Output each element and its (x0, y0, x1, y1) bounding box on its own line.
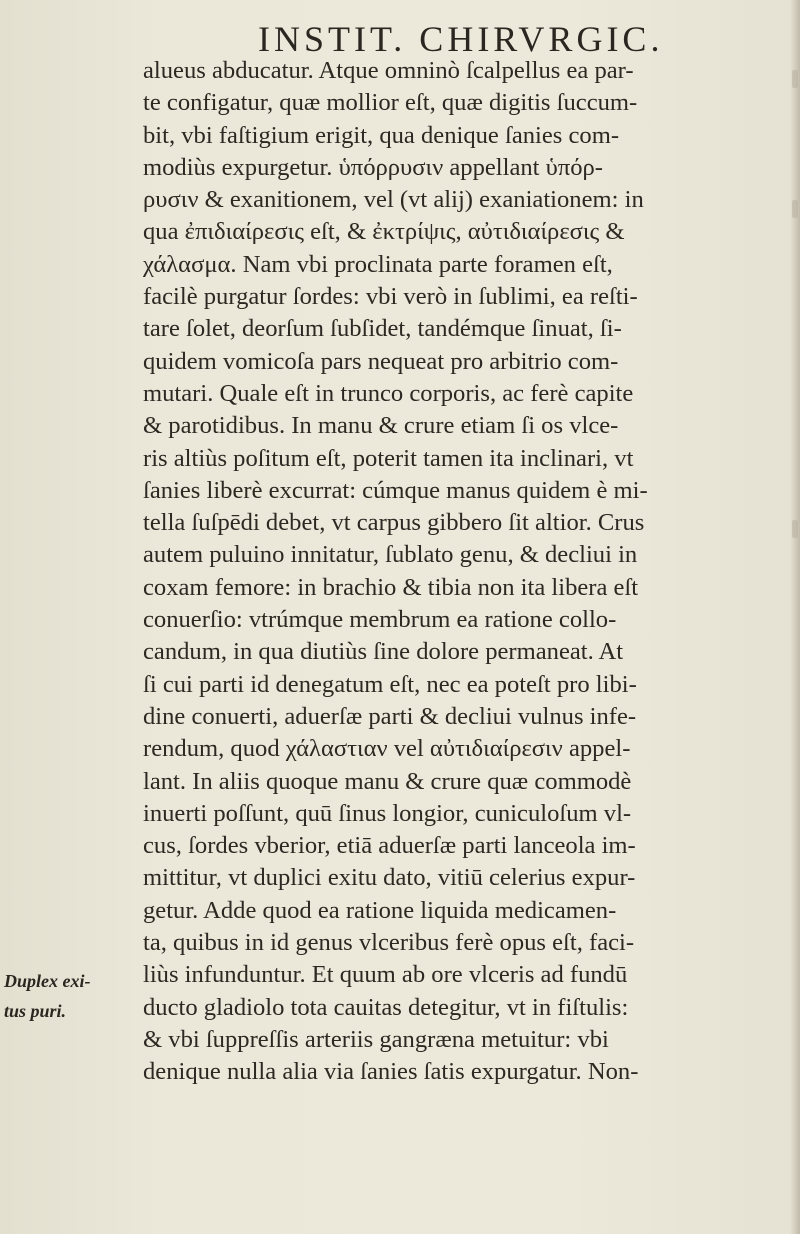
body-text (143, 55, 791, 1089)
bleed-mark (792, 200, 798, 218)
text-line: rendum, quod χάλαστιαν vel αὐτιδιαίρεσιν appel- (143, 735, 631, 763)
text-line: tella ſuſpēdi debet, vt carpus gibbero ſit altior. Crus (143, 509, 645, 537)
marginal-note-line: Duplex exi- (4, 971, 91, 991)
text-line: conuerſio: vtrúmque membrum ea ratione collo- (143, 606, 617, 634)
text-line: tare ſolet, deorſum ſubſidet, tandémque ſinuat, ſi- (143, 315, 622, 343)
marginal-note (4, 966, 144, 1026)
text-line: inuerti poſſunt, quū ſinus longior, cuniculoſum vl- (143, 799, 632, 827)
text-line: facilè purgatur ſordes: vbi verò in ſublimi, ea reſti- (143, 283, 638, 311)
text-line: alueus abducatur. Atque omninò ſcalpellus ea par- (143, 57, 634, 84)
text-line: qua ἐπιδιαίρεσις eſt, & ἐκτρίψις, αὐτιδιαίρεσις & (143, 218, 625, 246)
text-line: & vbi ſuppreſſis arteriis gangræna metuitur: vbi (143, 1025, 609, 1053)
text-line: mittitur, vt duplici exitu dato, vitiū celerius expur- (143, 864, 636, 892)
text-line: candum, in qua diutiùs ſine dolore permaneat. At (143, 638, 624, 666)
text-line: autem puluino innitatur, ſublato genu, & decliui in (143, 541, 638, 569)
text-line: ductо gladiolo tota cauitas detegitur, vt in fiſtulis: (143, 993, 629, 1021)
text-line: quidem vomicoſa pars nequeat pro arbitrio com- (143, 347, 619, 375)
text-line: mutari. Quale eſt in trunco corporis, ac ferè capite (143, 379, 634, 407)
text-line: dine conuerti, aduerſæ parti & decliui vulnus infe- (143, 702, 637, 730)
text-line: te configatur, quæ mollior eſt, quæ digitis ſuccum- (143, 89, 638, 117)
text-line: liùs infunduntur. Et quum ab ore vlceris ad fundū (143, 961, 628, 989)
text-line: ſanies liberè excurrat: cúmque manus quidem è mi- (143, 476, 648, 504)
text-line: getur. Adde quod ea ratione liquida medicamen- (143, 896, 617, 924)
text-line: denique nulla alia via ſanies ſatis expurgatur. Non- (143, 1058, 639, 1086)
text-line: & parotidibus. In manu & crure etiam ſi os vlce- (143, 412, 619, 440)
text-line: cus, ſordes vberior, etiā aduerſæ parti lanceola im- (143, 832, 636, 860)
text-line: ris altiùs poſitum eſt, poterit tamen ita inclinari, vt (143, 444, 634, 472)
bleed-mark (792, 70, 798, 88)
page-edge-shadow (790, 0, 800, 1234)
text-line: ρυσιν & exanitionem, vel (vt alij) exaniationem: in (143, 186, 644, 214)
bleed-mark (792, 520, 798, 538)
text-line: modiùs expurgetur. ὑπόρρυσιν appellant ὑπόρ- (143, 153, 603, 181)
marginal-note-line: tus puri. (4, 1001, 67, 1021)
text-line: ta, quibus in id genus vlceribus ferè opus eſt, faci- (143, 929, 635, 957)
text-line: lant. In aliis quoque manu & crure quæ commodè (143, 767, 632, 795)
text-line: χάλασμα. Nam vbi proclinata parte foramen eſt, (143, 250, 613, 278)
running-head: INSTIT. CHIRVRGIC. (258, 19, 664, 59)
text-line: ſi cui parti id denegatum eſt, nec ea poteſt pro libi- (143, 670, 637, 698)
text-line: coxam femore: in brachio & tibia non ita libera eſt (143, 573, 639, 601)
text-line: bit, vbi faſtigium erigit, qua denique ſanies com- (143, 121, 620, 149)
